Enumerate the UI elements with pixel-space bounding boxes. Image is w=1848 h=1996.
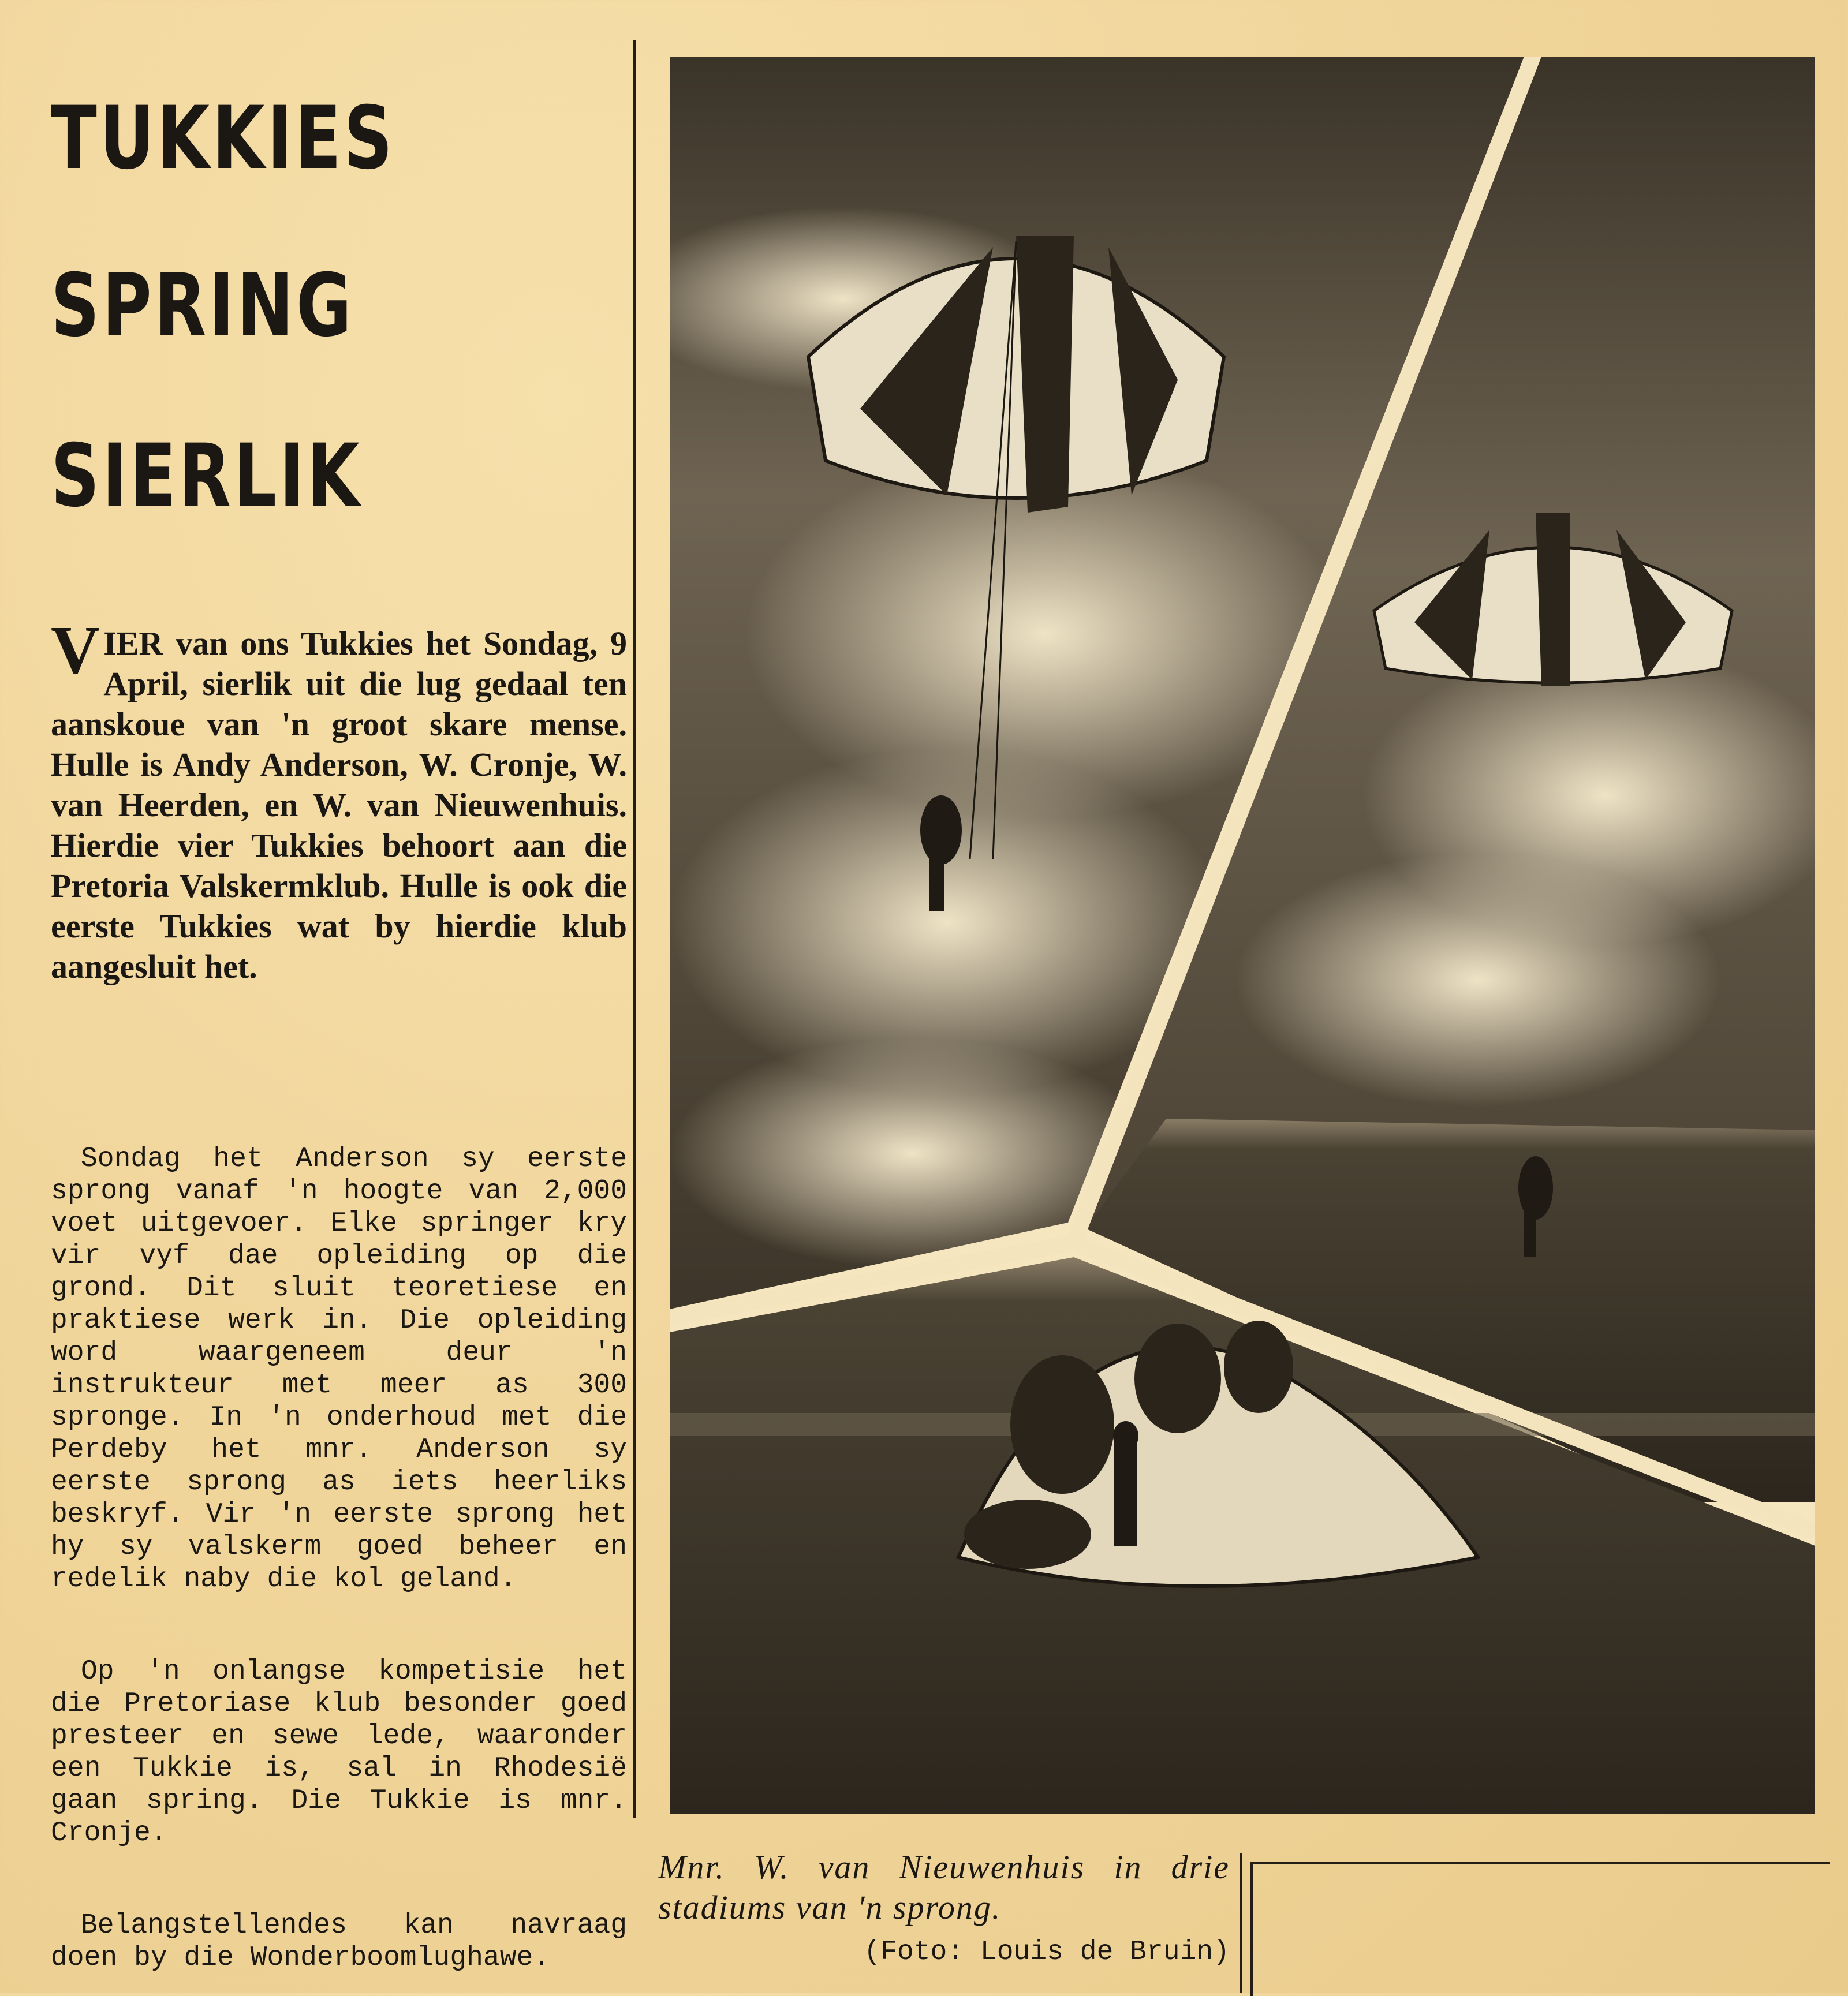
body-paragraph-1: Sondag het Anderson sy eerste sprong vanaf 'n hoogte van 2,000 voet uitgevoer. Elke springer kry vir vyf dae opleiding op die grond. Dit sluit teoretiese en praktiese werk in. Die opleiding word waargeneem deur 'n instrukteur met meer as 300 spronge. In 'n onderhoud met die Perdeby het mnr. Anderson sy eerste sprong as iets heerliks beskryf. Vir 'n eerste sprong het hy sy valskerm goed beheer en redelik naby die kol geland.: [51, 1143, 627, 1595]
lead-text: IER van ons Tukkies het Sondag, 9 April, sierlik uit die lug gedaal ten aanskoue van 'n groot skare mense. Hulle is Andy Anderson, W. Cronje, W. van Heerden, en W. van Nieuwenhuis. Hierdie vier Tukkies behoort aan die Pretoria Valskermklub. Hulle is ook die eerste Tukkies wat by hierdie klub aangesluit het.: [51, 625, 627, 985]
parachute-photos: [670, 57, 1815, 1814]
photo-caption: Mnr. W. van Nieuwenhuis in drie stadiums van 'n sprong.: [658, 1848, 1230, 1926]
body-paragraph-2: Op 'n onlangse kompetisie het die Pretoriase klub besonder goed presteer en sewe lede, waaronder een Tukkie is, sal in Rhodesië gaan spring. Die Tukkie is mnr. Cronje.: [51, 1656, 627, 1849]
caption-divider: [1240, 1853, 1242, 1993]
headline-line-3: SIERLIK: [51, 426, 363, 526]
photo-collage: [670, 57, 1815, 1814]
lead-paragraph: [51, 612, 627, 987]
adjacent-box-border: [1250, 1862, 1830, 1996]
headline-line-2: SPRING: [51, 256, 354, 356]
photo-credit: (Foto: Louis de Bruin): [864, 1937, 1230, 1968]
column-divider: [633, 40, 636, 1818]
drop-cap: V: [51, 612, 100, 687]
body-paragraph-3: Belangstellendes kan navraag doen by die Wonderboomlughawe.: [51, 1910, 627, 1973]
headline-line-1: TUKKIES: [51, 88, 395, 189]
